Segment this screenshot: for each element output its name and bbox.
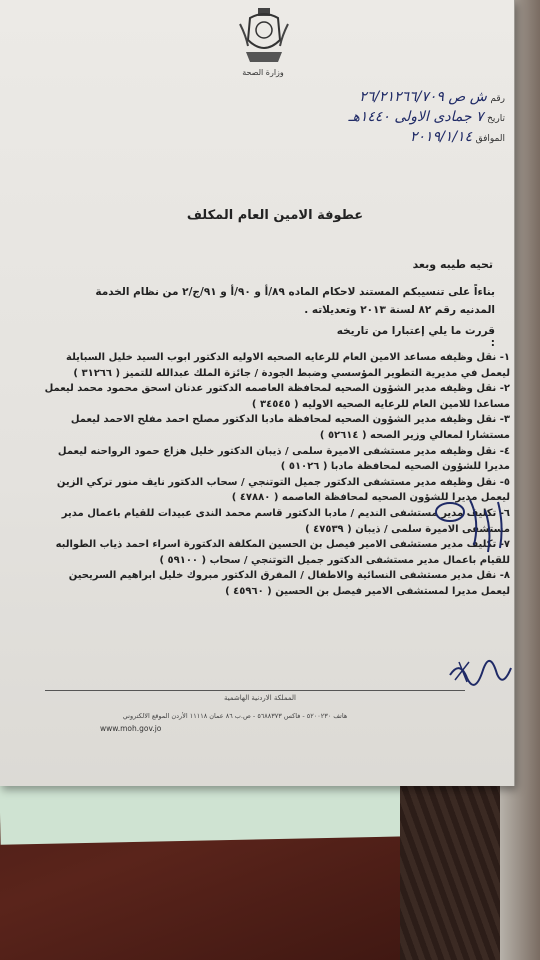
coat-of-arms-icon xyxy=(236,6,292,66)
list-item: ٧- تكليف مدير مستشفى الامير فيصل بن الحسين المكلفة الدكتورة اسراء احمد ذياب الطوالبه للقيام باعمال مدير مستشفى الدكتور جميل التوتنجي / سحاب ( ٥٩١٠٠ ) xyxy=(55,539,510,566)
signature-icon xyxy=(445,640,515,700)
document-title: عطوفة الامين العام المكلف xyxy=(186,208,364,223)
list-item: ٦- تكليف مدير مستشفى النديم / مادبا الدكتور قاسم محمد الندى عبيدات للقيام باعمال مدير مستشفى الاميرة سلمى / ذيبان ( ٤٧٥٣٩ ) xyxy=(61,507,510,535)
list-item: ١- نقل وظيفه مساعد الامين العام للرعايه الصحيه الاوليه الدكتور ابوب السيد خليل السبايلة ليعمل في مديرية التطوير المؤسسي وضبط الجودة / جائزة الملك عبدالله للتميز ( ٣١٢٦٦ ) xyxy=(66,352,510,379)
reference-date-gregorian: الموافق ٢٠١٩/١/١٤ xyxy=(410,129,505,145)
list-item: ٤- نقل وظيفه مدير مستشفى الاميرة سلمى / ذيبان الدكتور خليل هزاع حمود الرواحنه ليعمل مديرا للشؤون الصحيه لمحافظة مادبا ( ٥١٠٢٦ ) xyxy=(57,445,510,473)
footer-divider xyxy=(45,690,465,691)
reference-block xyxy=(330,88,505,148)
footer-website: www.moh.gov.jo xyxy=(100,724,162,733)
decision-heading: قررت ما يلي إعتبارا من تاريخه : xyxy=(336,325,495,349)
ministry-mark: وزارة الصحة xyxy=(242,68,284,77)
intro-paragraph: بناءاً على تنسيبكم المستند لاحكام الماده ٨٩/أ و ٩٠/أ و ٩١/ج/٢ من نظام الخدمة المدنيه رقم ٨٢ لسنة ٢٠١٣ وتعديلاته . xyxy=(95,286,495,316)
list-item: ٨- نقل مدير مستشفى النسائية والاطفال / المفرق الدكتور مبروك خليل ابراهيم السريحين ليعمل مديرا لمستشفى الامير فيصل بن الحسين ( ٤٥٩٦٠ ) xyxy=(68,570,510,597)
footer-ministry: المملكة الاردنية الهاشمية xyxy=(223,694,297,702)
list-item: ٥- نقل وظيفه مدير مستشفى الدكتور جميل التوتنجي / سحاب الدكتور نايف منور تركي الزين ليعمل مديرا للشؤون الصحيه لمحافظة العاصمه ( ٤٧٨٨٠ ) xyxy=(56,476,510,504)
footer-address: هاتف ٥٢٠٠٢٣٠ - فاكس ٥٦٨٨٣٧٣ - ص.ب ٨٦ عمان ١١١١٨ الأردن الموقع الالكتروني xyxy=(122,712,348,720)
list-item: ٢- نقل وظيفه مدير الشؤون الصحيه لمحافظة العاصمه الدكتور عدنان اسحق محمود محمد ليعمل مساعدا للامين العام للرعايه الصحيه الاوليه ( ٣٤٥٤٥ ) xyxy=(44,383,510,410)
reference-number: رقم ش ص ٢٦/٢١٢٦٦/٧٠٩ xyxy=(359,89,505,105)
reference-date-hijri: تاريخ ٧ جمادى الاولى ١٤٤٠هـ xyxy=(348,109,505,125)
greeting: تحيه طيبه وبعد xyxy=(412,258,493,271)
decision-list xyxy=(40,350,510,600)
handwritten-annotation-icon xyxy=(430,490,510,560)
list-item: ٣- نقل وظيفه مدير الشؤون الصحيه لمحافظة مادبا الدكتور مصلح احمد مفلح الاحمد ليعمل مستشارا لمعالي وزير الصحه ( ٥٢٦١٤ ) xyxy=(70,414,510,441)
